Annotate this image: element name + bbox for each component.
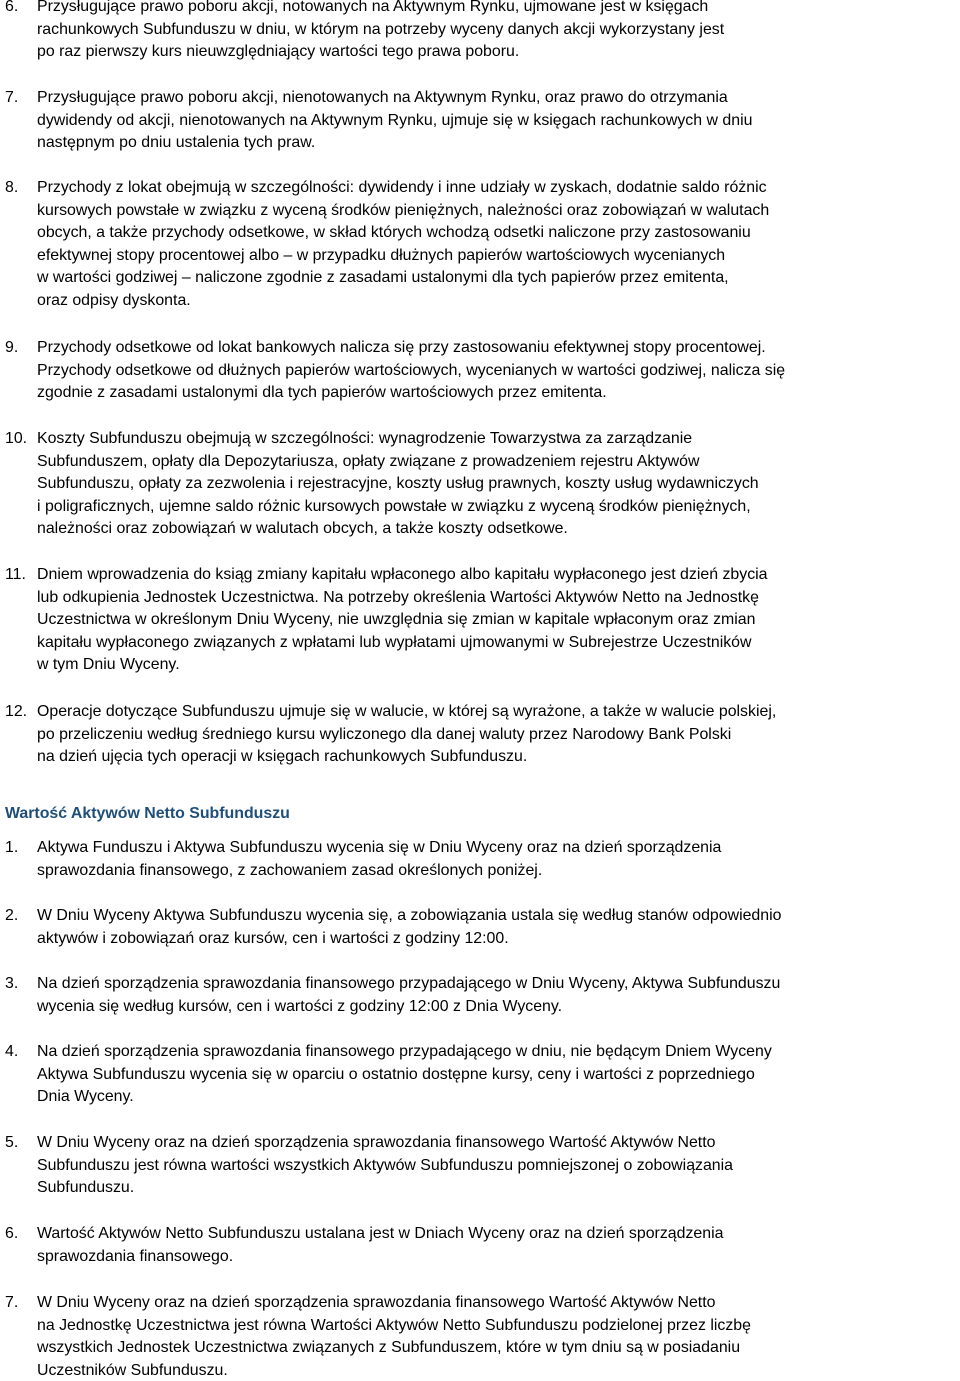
text-line: Dniem wprowadzenia do ksiąg zmiany kapitału wpłaconego albo kapitału wypłaconego jest dzień zbycia (37, 566, 768, 583)
item-text (37, 1292, 957, 1381)
text-line: w tym Dniu Wyceny. (37, 656, 180, 674)
text-line: Aktywa Subfunduszu wycenia się w oparciu o ostatnio dostępne kursy, ceny i wartości z poprzedniego (37, 1065, 755, 1083)
text-line: Aktywa Funduszu i Aktywa Subfunduszu wycenia się w Dniu Wyceny oraz na dzień sporządzenia (37, 839, 722, 856)
text-line: Subfunduszu. (37, 1179, 135, 1197)
text-line: aktywów i zobowiązań oraz kursów, cen i wartości z godziny 12:00. (37, 929, 509, 947)
text-line: Na dzień sporządzenia sprawozdania finansowego przypadającego w dniu, nie będącym Dniem Wyceny (37, 1043, 772, 1060)
item-number: 7. (5, 89, 19, 106)
item-text (37, 428, 957, 541)
item-number: 7. (5, 1294, 19, 1311)
text-line: rachunkowych Subfunduszu w dniu, w którym na potrzeby wyceny danych akcji wykorzystany jest (37, 20, 725, 38)
item-text (37, 1223, 957, 1268)
item-text (37, 837, 957, 882)
text-line: po przeliczeniu według średniego kursu wyliczonego dla danej waluty przez Narodowy Bank Polski (37, 725, 732, 743)
text-line: lub odkupienia Jednostek Uczestnictwa. Na potrzeby określenia Wartości Aktywów Netto na Jednostkę (37, 588, 759, 606)
item-text (37, 1132, 957, 1200)
text-line: Przychody z lokat obejmują w szczególności: dywidendy i inne udziały w zyskach, dodatnie saldo różnic (37, 179, 767, 196)
text-line: W Dniu Wyceny oraz na dzień sporządzenia sprawozdania finansowego Wartość Aktywów Netto (37, 1294, 716, 1311)
text-line: Subfunduszu, opłaty za zezwolenia i rejestracyjne, koszty usług prawnych, koszty usług wydawniczych (37, 475, 759, 493)
section-heading: Wartość Aktywów Netto Subfunduszu (5, 805, 290, 822)
item-number: 3. (5, 975, 19, 992)
text-line: dywidendy od akcji, nienotowanych na Aktywnym Rynku, ujmuje się w księgach rachunkowych w dniu (37, 111, 753, 129)
item-text (37, 905, 957, 950)
text-line: W Dniu Wyceny oraz na dzień sporządzenia sprawozdania finansowego Wartość Aktywów Netto (37, 1134, 716, 1151)
text-line: Koszty Subfunduszu obejmują w szczególności: wynagrodzenie Towarzystwa za zarządzanie (37, 430, 693, 447)
text-line: wszystkich Jednostek Uczestnictwa związanych z Subfunduszem, które w tym dniu są w posiadaniu (37, 1339, 741, 1357)
text-line: oraz odpisy dyskonta. (37, 291, 191, 309)
item-text (37, 337, 957, 405)
item-text (37, 0, 957, 64)
text-line: Subfunduszem, opłaty dla Depozytariusza, opłaty związane z prowadzeniem rejestru Aktywów (37, 452, 700, 470)
item-text (37, 564, 957, 677)
item-text (37, 1041, 957, 1109)
text-line: Przychody odsetkowe od lokat bankowych nalicza się przy zastosowaniu efektywnej stopy procentowej. (37, 339, 766, 356)
text-line: należności oraz zobowiązań w walutach obcych, a także koszty odsetkowe. (37, 520, 568, 538)
text-line: kursowych powstałe w związku z wyceną środków pieniężnych, należności oraz zobowiązań w walutach (37, 201, 770, 219)
text-line: Dnia Wyceny. (37, 1088, 134, 1106)
text-line: Subfunduszu jest równa wartości wszystkich Aktywów Subfunduszu pomniejszonej o zobowiązania (37, 1156, 734, 1174)
text-line: obcych, a także przychody odsetkowe, w skład których wchodzą odsetki naliczone przy zastosowaniu (37, 224, 751, 242)
text-line: efektywnej stopy procentowej albo – w przypadku dłużnych papierów wartościowych wycenianych (37, 246, 726, 264)
text-line: zgodnie z zasadami ustalonymi dla tych papierów wartościowych przez emitenta. (37, 384, 607, 402)
item-number: 9. (5, 339, 19, 356)
text-line: Uczestników Subfunduszu. (37, 1361, 228, 1379)
item-number: 5. (5, 1134, 19, 1151)
item-number: 4. (5, 1043, 19, 1060)
text-line: W Dniu Wyceny Aktywa Subfunduszu wycenia się, a zobowiązania ustala się według stanów odpowiednio (37, 907, 782, 924)
item-number: 11. (5, 566, 26, 583)
item-text (37, 973, 957, 1018)
text-line: Uczestnictwa w określonym Dniu Wyceny, nie uwzględnia się zmian w kapitale wpłaconym oraz zmian (37, 611, 756, 629)
item-number: 1. (5, 839, 19, 856)
text-line: Przysługujące prawo poboru akcji, notowanych na Aktywnym Rynku, ujmowane jest w księgach (37, 0, 709, 15)
text-line: Przysługujące prawo poboru akcji, nienotowanych na Aktywnym Rynku, oraz prawo do otrzymania (37, 89, 728, 106)
text-line: Na dzień sporządzenia sprawozdania finansowego przypadającego w Dniu Wyceny, Aktywa Subfunduszu (37, 975, 781, 992)
text-line: Wartość Aktywów Netto Subfunduszu ustalana jest w Dniach Wyceny oraz na dzień sporządzenia (37, 1225, 724, 1242)
text-line: w wartości godziwej – naliczone zgodnie z zasadami ustalonymi dla tych papierów przez emitenta, (37, 269, 729, 287)
item-number: 8. (5, 179, 19, 196)
text-line: sprawozdania finansowego. (37, 1247, 234, 1265)
text-line: następnym po dniu ustalenia tych praw. (37, 134, 316, 152)
text-line: kapitału wypłaconego związanych z wpłatami lub wypłatami ujmowanymi w Subrejestrze Uczestników (37, 633, 752, 651)
text-line: Przychody odsetkowe od dłużnych papierów wartościowych, wycenianych w wartości godziwej, nalicza się (37, 361, 786, 379)
text-line: po raz pierwszy kurs nieuwzględniający wartości tego prawa poboru. (37, 43, 520, 61)
text-line: wycenia się według kursów, cen i wartości z godziny 12:00 z Dnia Wyceny. (37, 997, 563, 1015)
text-line: Operacje dotyczące Subfunduszu ujmuje się w walucie, w której są wyrażone, a także w walucie polskiej, (37, 703, 777, 720)
text-line: na Jednostkę Uczestnictwa jest równa Wartości Aktywów Netto Subfunduszu podzielonej przez liczbę (37, 1316, 751, 1334)
item-text (37, 177, 957, 313)
item-number: 2. (5, 907, 19, 924)
item-number: 12. (5, 703, 28, 720)
item-number: 6. (5, 0, 19, 15)
text-line: na dzień ujęcia tych operacji w księgach rachunkowych Subfunduszu. (37, 748, 528, 766)
item-text (37, 87, 957, 155)
text-line: i poligraficznych, ujemne saldo różnic kursowych powstałe w związku z wyceną środków pieniężnych, (37, 497, 751, 515)
item-number: 6. (5, 1225, 19, 1242)
item-text (37, 701, 957, 769)
item-number: 10. (5, 430, 28, 447)
text-line: sprawozdania finansowego, z zachowaniem zasad określonych poniżej. (37, 861, 543, 879)
